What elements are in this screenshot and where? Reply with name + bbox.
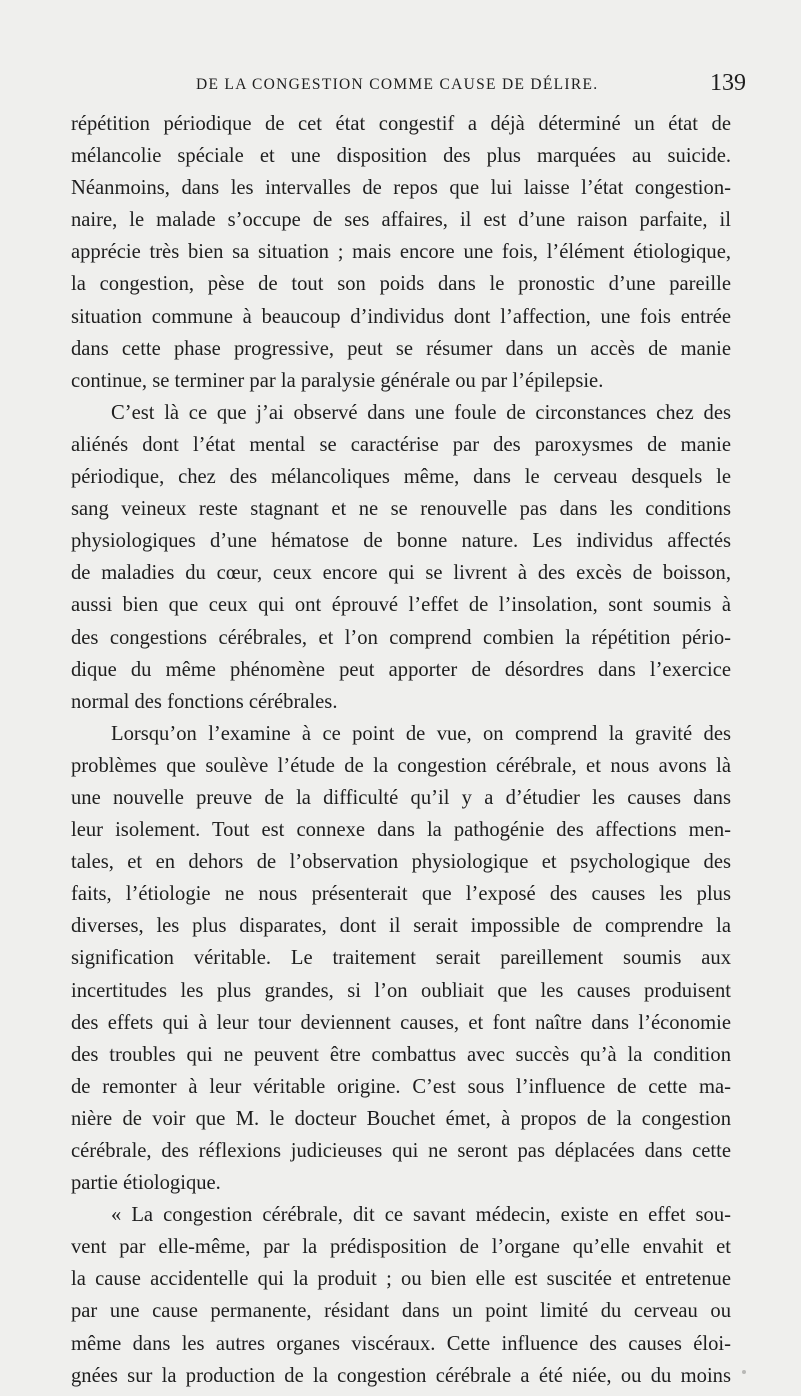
text-line: dique du même phénomène peut apporter de désordres dans l’exercice (71, 658, 731, 681)
text-line: sang veineux reste stagnant et ne se renouvelle pas dans les conditions (71, 498, 731, 521)
text-line: apprécie très bien sa situation ; mais encore une fois, l’élément étiologique, (71, 241, 731, 264)
body-text (71, 108, 731, 1392)
text-line: naire, le malade s’occupe de ses affaires, il est d’une raison parfaite, il (71, 209, 731, 232)
text-line: leur isolement. Tout est connexe dans la pathogénie des affections men- (71, 819, 731, 842)
page-number: 139 (710, 70, 746, 96)
text-line: périodique, chez des mélancoliques même, dans le cerveau desquels le (71, 466, 731, 489)
text-line: C’est là ce que j’ai observé dans une foule de circonstances chez des (111, 401, 731, 424)
text-line: gnées sur la production de la congestion cérébrale a été niée, ou du moins (71, 1364, 731, 1387)
text-line: répétition périodique de cet état congestif a déjà déterminé un état de (71, 113, 731, 135)
text-line: incertitudes les plus grandes, si l’on oubliait que les causes produisent (71, 979, 731, 1002)
text-line: la congestion, pèse de tout son poids dans le pronostic d’une pareille (71, 273, 731, 296)
text-line: physiologiques d’une hématose de bonne nature. Les individus affectés (71, 530, 731, 553)
text-line: aussi bien que ceux qui ont éprouvé l’effet de l’insolation, sont soumis à (71, 594, 731, 617)
text-line: nière de voir que M. le docteur Bouchet émet, à propos de la congestion (71, 1107, 731, 1130)
text-line: situation commune à beaucoup d’individus dont l’affection, une fois entrée (71, 305, 731, 328)
text-line: signification véritable. Le traitement serait pareillement soumis aux (71, 947, 731, 970)
text-line: des congestions cérébrales, et l’on comprend combien la répétition pério- (71, 626, 731, 649)
text-line: faits, l’étiologie ne nous présenterait que l’exposé des causes les plus (71, 883, 731, 906)
text-line: même dans les autres organes viscéraux. Cette influence des causes éloi- (71, 1332, 731, 1355)
text-line: de remonter à leur véritable origine. C’est sous l’influence de cette ma- (71, 1075, 731, 1098)
running-head (0, 70, 801, 104)
text-line: la cause accidentelle qui la produit ; ou bien elle est suscitée et entretenue (71, 1268, 731, 1291)
text-line: normal des fonctions cérébrales. (71, 690, 338, 713)
text-line: mélancolie spéciale et une disposition des plus marquées au suicide. (71, 145, 731, 168)
text-line: des effets qui à leur tour deviennent causes, et font naître dans l’économie (71, 1011, 731, 1034)
text-line: de maladies du cœur, ceux encore qui se livrent à des excès de boisson, (71, 562, 731, 585)
text-line: une nouvelle preuve de la difficulté qu’il y a d’étudier les causes dans (71, 786, 731, 809)
text-line: diverses, les plus disparates, dont il serait impossible de comprendre la (71, 915, 731, 938)
text-line: vent par elle-même, par la prédisposition de l’organe qu’elle envahit et (71, 1236, 731, 1259)
text-line: Lorsqu’on l’examine à ce point de vue, on comprend la gravité des (111, 722, 731, 745)
text-line: tales, et en dehors de l’observation physiologique et psychologique des (71, 851, 731, 874)
text-line: « La congestion cérébrale, dit ce savant médecin, existe en effet sou- (111, 1204, 731, 1227)
running-title: DE LA CONGESTION COMME CAUSE DE DÉLIRE. (196, 76, 599, 93)
text-line: par une cause permanente, résidant dans un point limité du cerveau ou (71, 1300, 731, 1323)
text-line: Néanmoins, dans les intervalles de repos que lui laisse l’état congestion- (71, 177, 731, 200)
text-line: des troubles qui ne peuvent être combattus avec succès qu’à la condition (71, 1043, 731, 1066)
text-line: dans cette phase progressive, peut se résumer dans un accès de manie (71, 337, 731, 360)
text-line: problèmes que soulève l’étude de la congestion cérébrale, et nous avons là (71, 754, 731, 777)
paper-speck (742, 1370, 746, 1374)
text-line: cérébrale, des réflexions judicieuses qui ne seront pas déplacées dans cette (71, 1140, 731, 1162)
text-line: partie étiologique. (71, 1172, 221, 1195)
text-line: continue, se terminer par la paralysie générale ou par l’épilepsie. (71, 369, 604, 392)
text-line: aliénés dont l’état mental se caractérise par des paroxysmes de manie (71, 433, 731, 456)
